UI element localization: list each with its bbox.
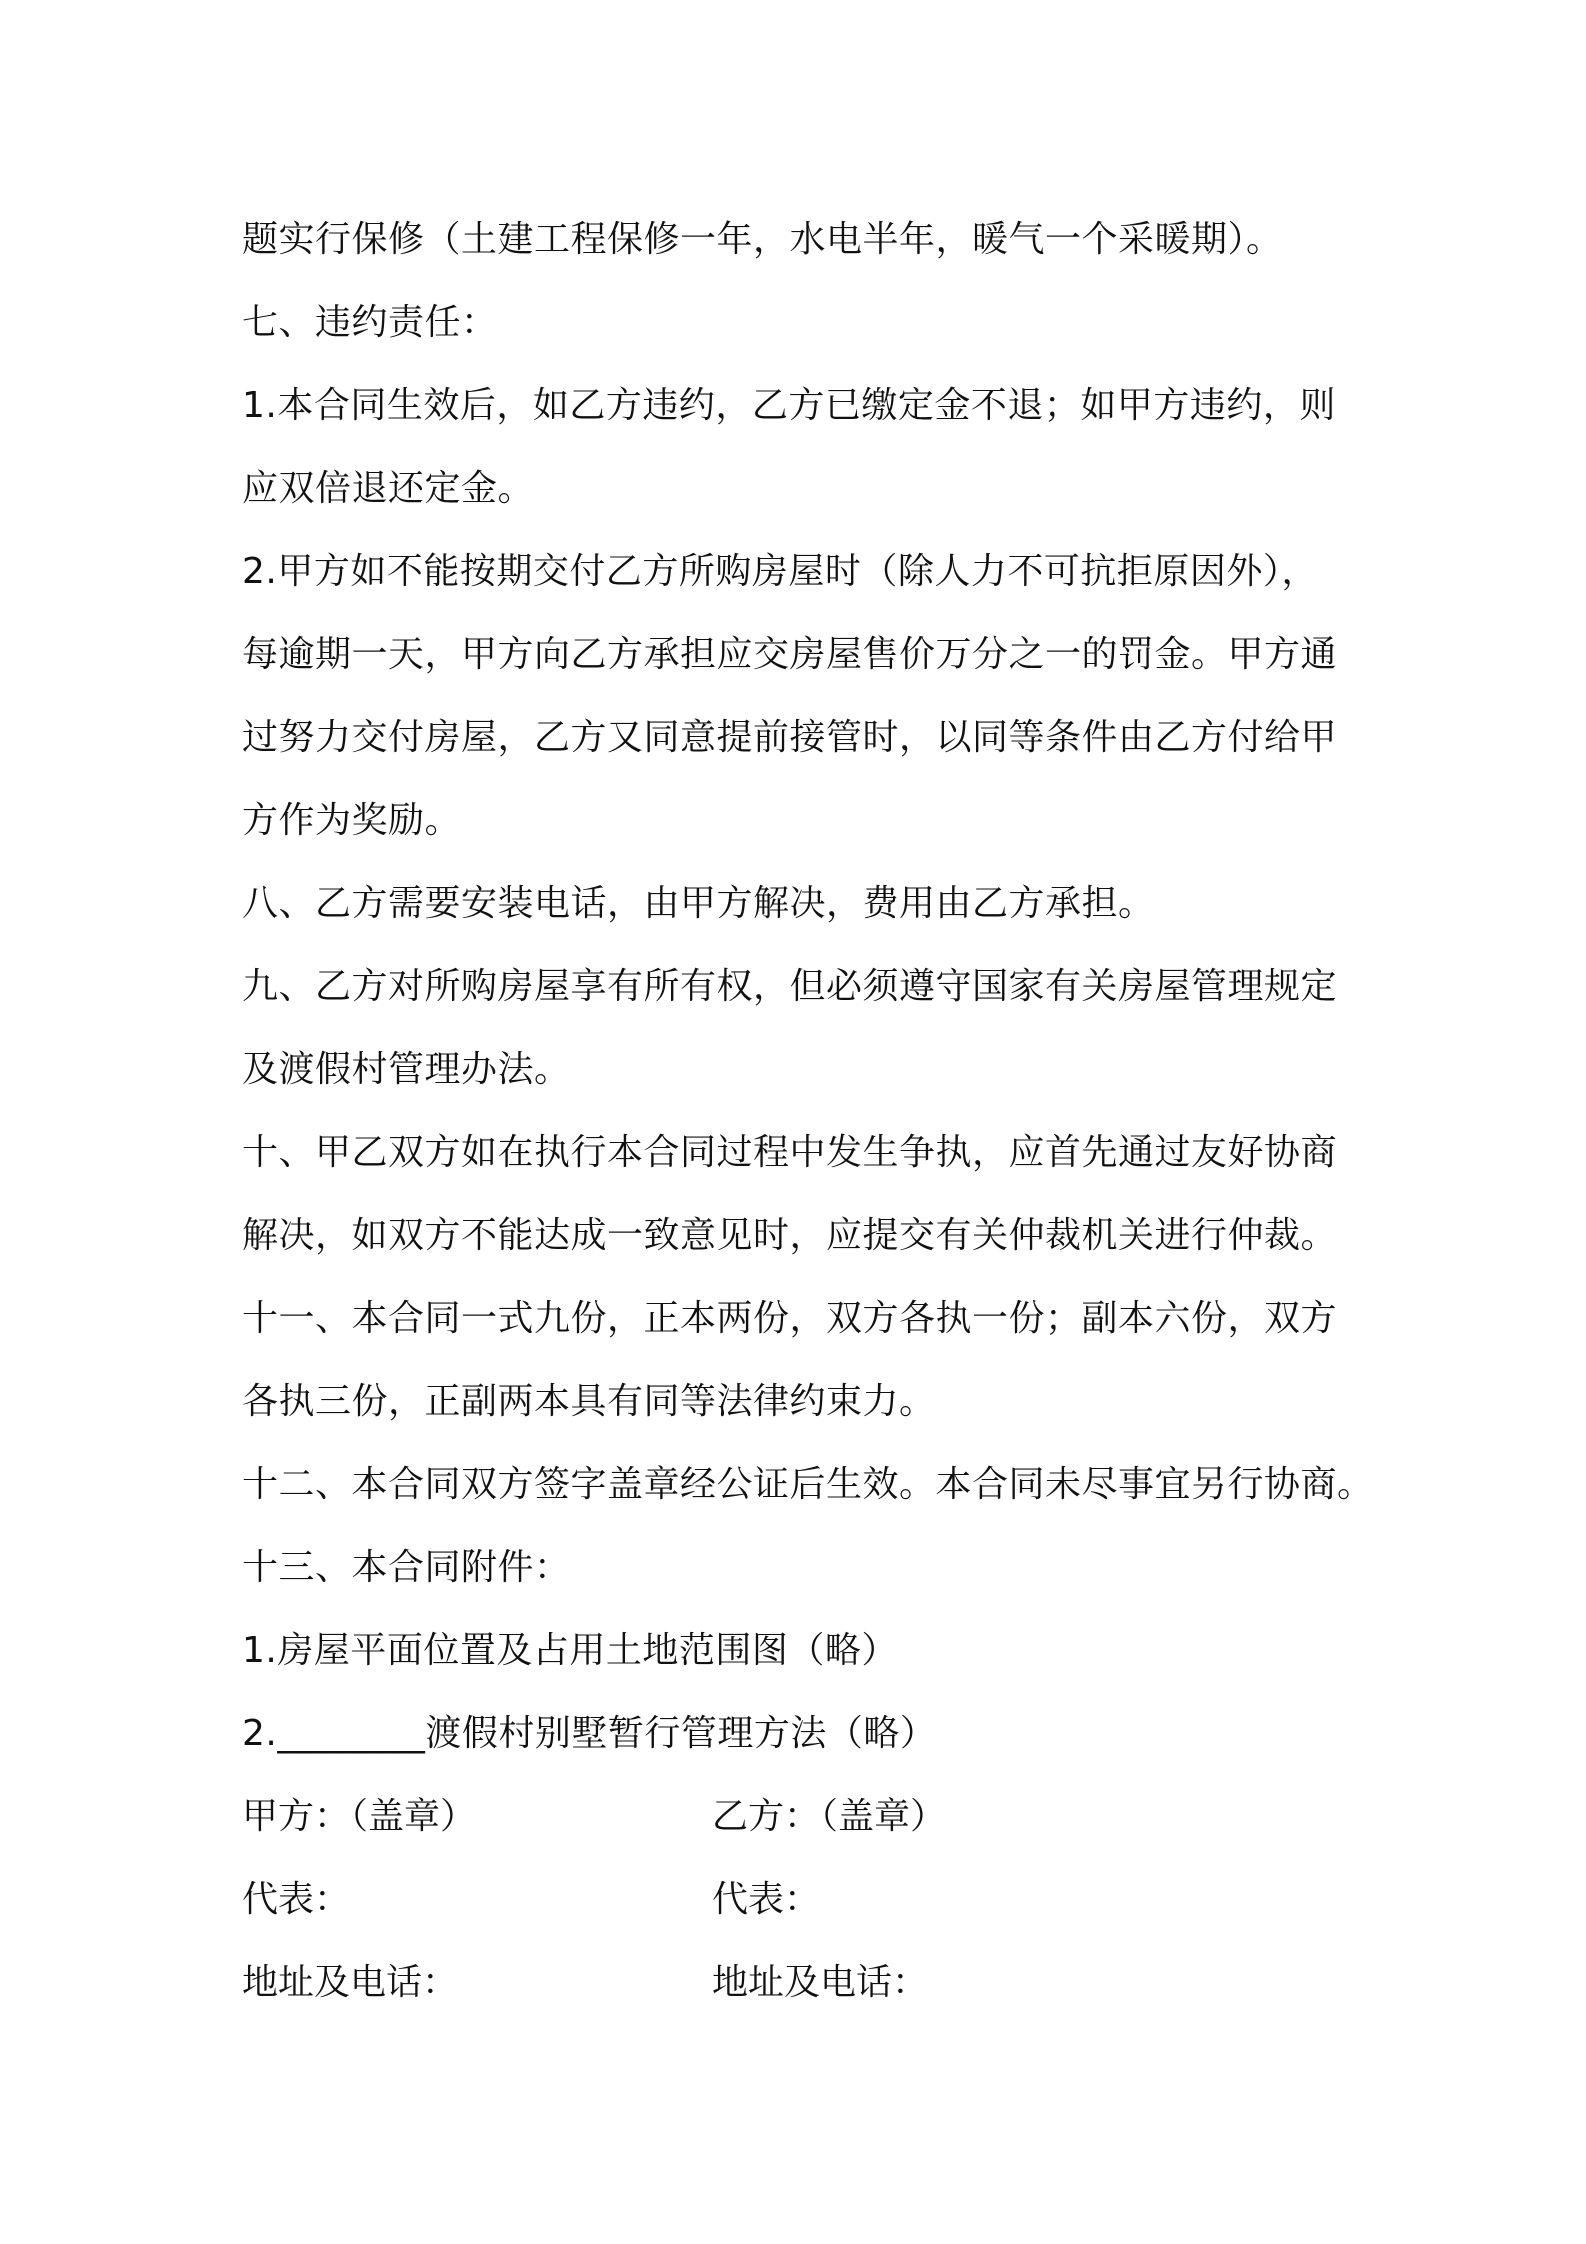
text-line: 2.甲方如不能按期交付乙方所购房屋时（除人力不可抗拒原因外）， [242, 551, 1318, 592]
clause-ten: 十、甲乙双方如在执行本合同过程中发生争执，应首先通过友好协商 [242, 1132, 1338, 1173]
attachment-item: 2.________渡假村别墅暂行管理方法（略） [242, 1713, 937, 1754]
clause-nine: 九、乙方对所购房屋享有所有权，但必须遵守国家有关房屋管理规定 [242, 966, 1338, 1007]
attachment-item: 1.房屋平面位置及占用土地范围图（略） [242, 1630, 898, 1671]
section-heading-liability: 七、违约责任： [242, 302, 498, 343]
clause-eleven: 十一、本合同一式九份，正本两份，双方各执一份；副本六份，双方 [242, 1298, 1338, 1339]
contract-body [242, 198, 1374, 2024]
party-b-representative: 代表： [712, 1879, 821, 1920]
text-line: 应双倍退还定金。 [242, 468, 535, 509]
signature-row-seal [242, 1775, 1362, 1858]
party-a-contact: 地址及电话： [242, 1962, 459, 2003]
text-line: 题实行保修（土建工程保修一年，水电半年，暖气一个采暖期）。 [242, 219, 1283, 260]
party-b-contact: 地址及电话： [712, 1962, 929, 2003]
clause-eight: 八、乙方需要安装电话，由甲方解决，费用由乙方承担。 [242, 883, 1155, 924]
signature-row-representative [242, 1858, 1362, 1941]
text-line: 每逾期一天，甲方向乙方承担应交房屋售价万分之一的罚金。甲方通 [242, 634, 1338, 675]
party-b-seal: 乙方：（盖章） [712, 1796, 947, 1837]
text-line: 解决，如双方不能达成一致意见时，应提交有关仲裁机关进行仲裁。 [242, 1215, 1338, 1256]
text-line: 过努力交付房屋，乙方又同意提前接管时，以同等条件由乙方付给甲 [242, 717, 1338, 758]
clause-thirteen-heading: 十三、本合同附件： [242, 1547, 571, 1588]
text-line: 1.本合同生效后，如乙方违约，乙方已缴定金不退；如甲方违约，则 [242, 385, 1336, 426]
signature-row-contact [242, 1941, 1362, 2024]
party-a-seal: 甲方：（盖章） [242, 1796, 477, 1837]
clause-twelve: 十二、本合同双方签字盖章经公证后生效。本合同未尽事宜另行协商。 [242, 1464, 1374, 1505]
text-line: 方作为奖励。 [242, 800, 462, 841]
text-line: 各执三份，正副两本具有同等法律约束力。 [242, 1381, 936, 1422]
party-a-representative: 代表： [242, 1879, 351, 1920]
text-line: 及渡假村管理办法。 [242, 1049, 571, 1090]
